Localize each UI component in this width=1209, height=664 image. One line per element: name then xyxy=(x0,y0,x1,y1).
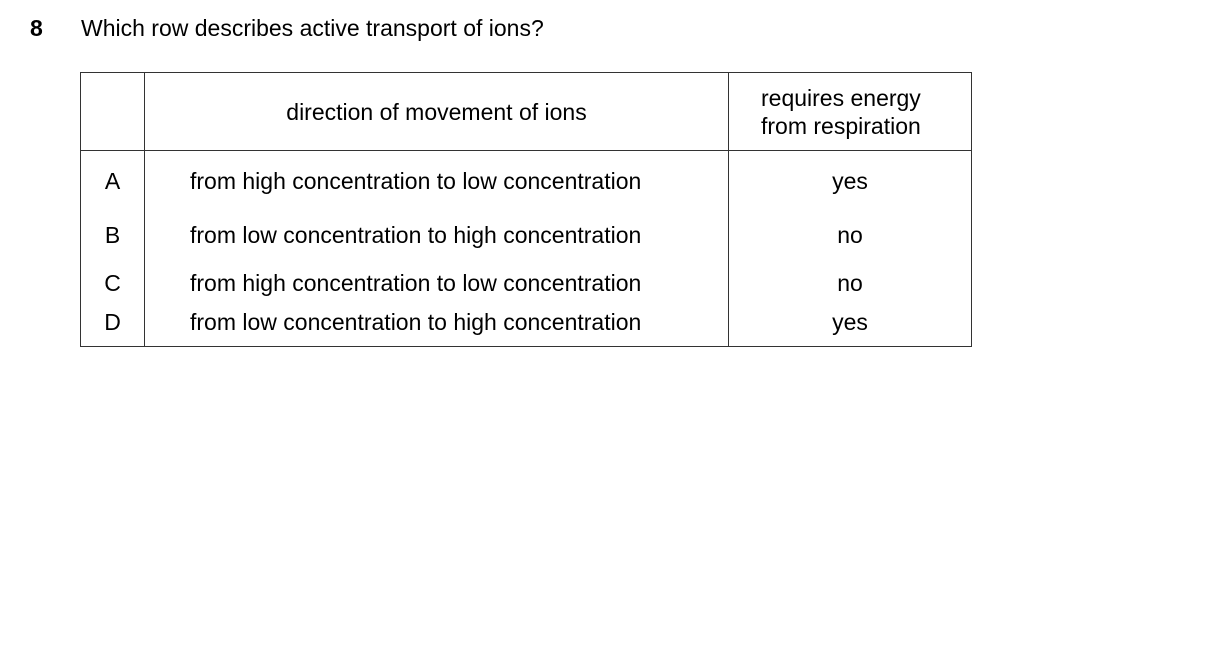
header-direction-cell xyxy=(145,73,729,151)
table-header-row xyxy=(81,73,972,151)
header-letter-cell xyxy=(81,73,145,151)
option-direction: from low concentration to high concentration xyxy=(145,307,729,347)
option-energy: yes xyxy=(729,307,972,347)
option-letter: A xyxy=(81,151,145,212)
option-direction: from high concentration to low concentration xyxy=(145,259,729,307)
question-number: 8 xyxy=(30,15,43,41)
header-energy-cell xyxy=(729,73,972,151)
option-energy: no xyxy=(729,211,972,259)
header-direction-label: direction of movement of ions xyxy=(286,98,587,125)
option-energy: yes xyxy=(729,151,972,212)
table-row[interactable] xyxy=(81,211,972,259)
option-letter: B xyxy=(81,211,145,259)
table-row[interactable] xyxy=(81,151,972,212)
option-letter: C xyxy=(81,259,145,307)
header-energy-line1: requires energy xyxy=(761,84,921,111)
options-table xyxy=(80,72,972,347)
option-letter: D xyxy=(81,307,145,347)
table-row[interactable] xyxy=(81,307,972,347)
option-energy: no xyxy=(729,259,972,307)
table-row[interactable] xyxy=(81,259,972,307)
option-direction: from low concentration to high concentration xyxy=(145,211,729,259)
header-energy-line2: from respiration xyxy=(761,112,921,139)
question-text: Which row describes active transport of ions? xyxy=(81,15,544,41)
option-direction: from high concentration to low concentration xyxy=(145,151,729,212)
